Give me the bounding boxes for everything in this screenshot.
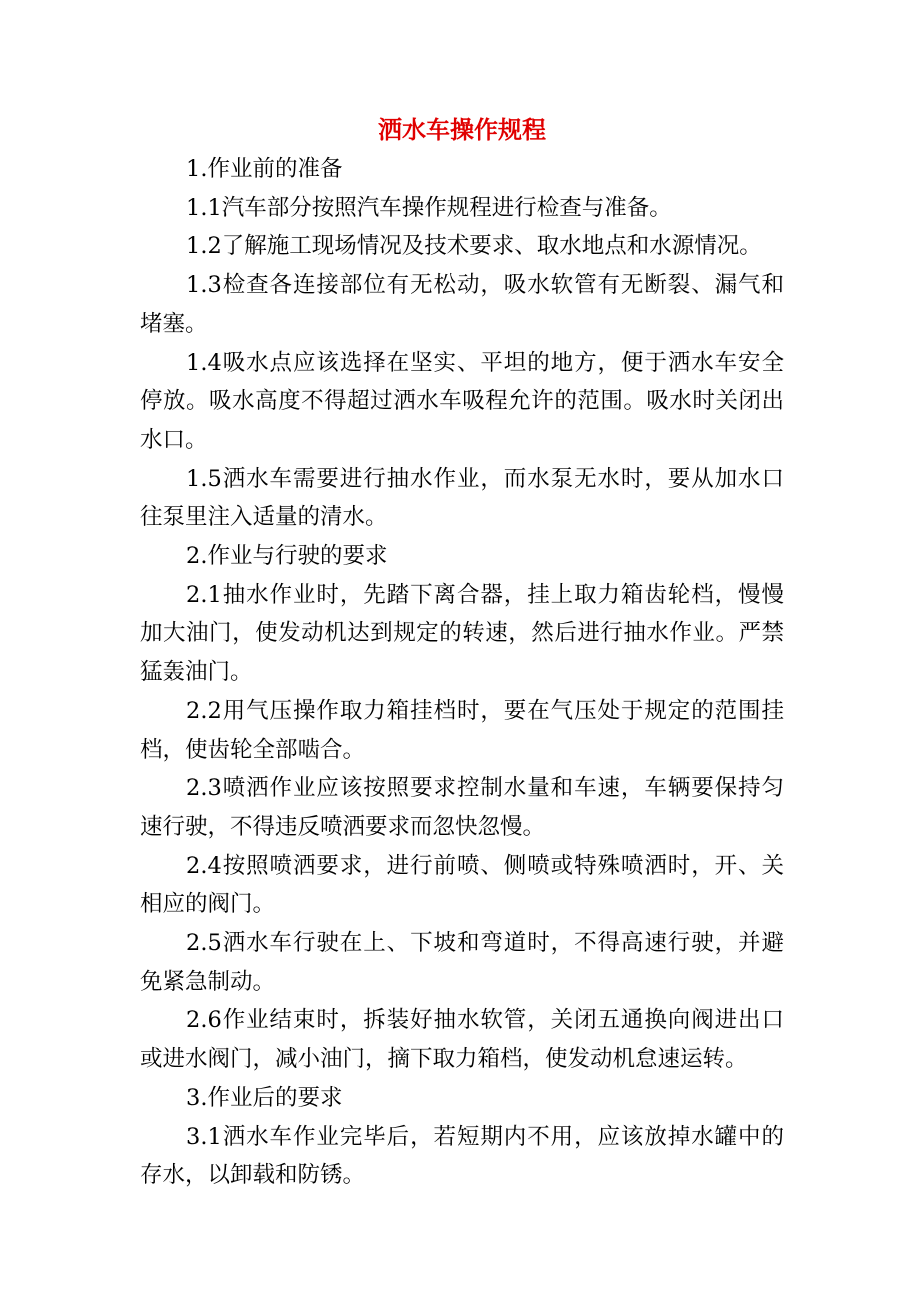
paragraph-2-5: 2.5洒水车行驶在上、下坡和弯道时，不得高速行驶，并避免紧急制动。 [140,930,784,995]
paragraph-1-2: 1.2了解施工现场情况及技术要求、取水地点和水源情况。 [186,233,762,260]
paragraph-heading-2: 2.作业与行驶的要求 [186,543,388,570]
paragraph-1-3: 1.3检查各连接部位有无松动，吸水软管有无断裂、漏气和堵塞。 [140,272,784,337]
paragraph-2-6: 2.6作业结束时，拆装好抽水软管，关闭五通换向阀进出口或进水阀门，减小油门，摘下取力箱档，使发动机怠速运转。 [140,1007,784,1073]
paragraph-2-4: 2.4按照喷洒要求，进行前喷、侧喷或特殊喷洒时，开、关相应的阀门。 [140,852,784,918]
document-title: 洒水车操作规程 [378,115,546,144]
document-page [140,110,784,1195]
document-body [140,150,784,1195]
paragraph-2-1: 2.1抽水作业时，先踏下离合器，挂上取力箱齿轮档，慢慢加大油门，使发动机达到规定的转速，然后进行抽水作业。严禁猛轰油门。 [140,581,784,686]
paragraph-1-5: 1.5洒水车需要进行抽水作业，而水泵无水时，要从加水口往泵里注入适量的清水。 [140,465,784,531]
paragraph-2-3: 2.3喷洒作业应该按照要求控制水量和车速，车辆要保持匀速行驶，不得违反喷洒要求而忽快忽慢。 [140,775,784,840]
paragraph-1-1: 1.1汽车部分按照汽车操作规程进行检查与准备。 [186,194,672,221]
paragraph-1-4: 1.4吸水点应该选择在坚实、平坦的地方，便于洒水车安全停放。吸水高度不得超过洒水车吸程允许的范围。吸水时关闭出水口。 [140,349,784,453]
paragraph-heading-3: 3.作业后的要求 [186,1084,343,1111]
paragraph-2-2: 2.2用气压操作取力箱挂档时，要在气压处于规定的范围挂档，使齿轮全部啮合。 [140,697,784,763]
paragraph-heading-1: 1.作业前的准备 [186,156,343,182]
paragraph-3-1: 3.1洒水车作业完毕后，若短期内不用，应该放掉水罐中的存水，以卸载和防锈。 [140,1123,784,1189]
